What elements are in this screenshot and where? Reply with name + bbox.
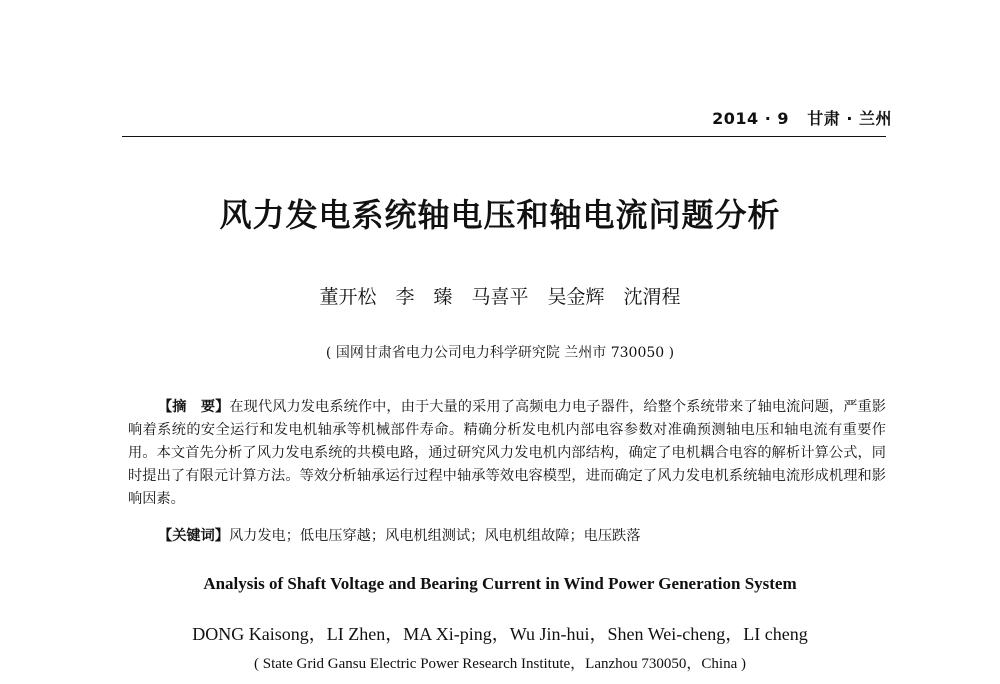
paper-title: 风力发电系统轴电压和轴电流问题分析 <box>219 196 781 234</box>
keywords-block <box>158 526 886 546</box>
keywords-text: 风力发电；低电压穿越；风电机组测试；风电机组故障；电压跌落 <box>228 528 641 544</box>
author-list: 董开松 李 臻 马喜平 吴金辉 沈渭程 <box>319 286 681 308</box>
affiliation: ( 国网甘肃省电力公司电力科学研究院 兰州市 730050 ) <box>325 345 675 361</box>
english-title: Analysis of Shaft Voltage and Bearing Current in Wind Power Generation System <box>203 574 797 593</box>
keywords-label: 【关键词】 <box>158 528 229 544</box>
abstract-label: 【摘 要】 <box>158 399 230 415</box>
location-label: 甘肃 · 兰州 <box>807 109 892 128</box>
abstract-block <box>128 396 886 511</box>
english-authors: DONG Kaisong，LI Zhen，MA Xi-ping，Wu Jin-hui，Shen Wei-cheng，LI cheng <box>192 624 808 644</box>
running-header <box>712 106 892 129</box>
abstract-text: 在现代风力发电系统作中，由于大量的采用了高频电力电子器件，给整个系统带来了轴电流问题，严重影响着系统的安全运行和发电机轴承等机械部件寿命。精确分析发电机内部电容参数对准确预测轴电压和轴电流有重要作用。本文首先分析了风力发电系统的共模电路，通过研究风力发电机内部结构，确定了电机耦合电容的解析计算公式，同时提出了有限元计算方法。等效分析轴承运行过程中轴承等效电容模型，进而确定了风力发电机系统轴电流形成机理和影响因素。 <box>128 399 886 507</box>
english-affiliation: ( State Grid Gansu Electric Power Research Institute，Lanzhou 730050，China ) <box>254 656 746 672</box>
header-rule <box>122 136 886 137</box>
issue-label: 2014 · 9 <box>712 109 790 128</box>
